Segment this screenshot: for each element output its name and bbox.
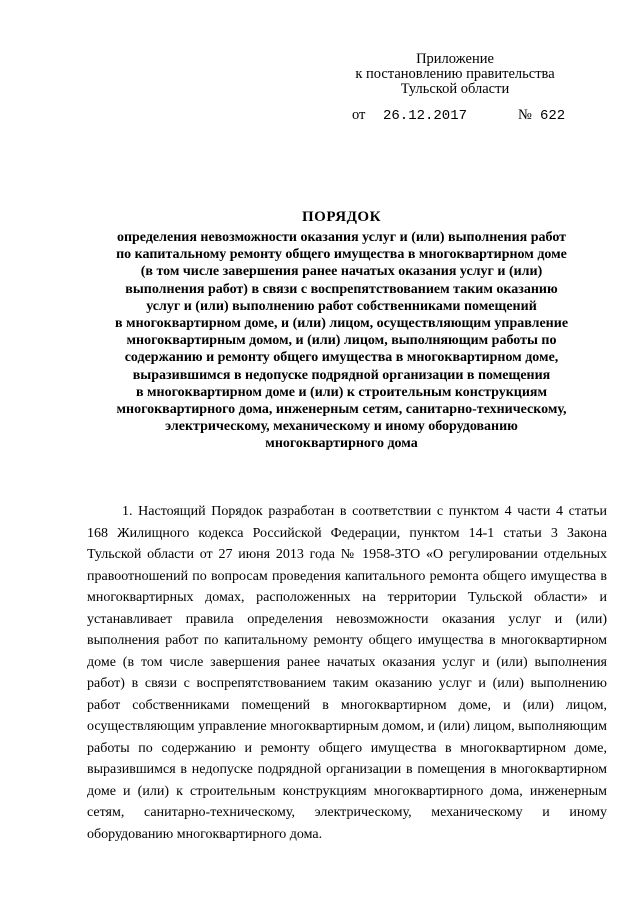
heading-line: определения невозможности оказания услуг и (или) выполнения работ [116, 230, 567, 245]
heading-line: содержанию и ремонту общего имущества в многоквартирном доме, [124, 350, 559, 366]
heading-line: по капитальному ремонту общего имущества в многоквартирном доме [116, 247, 567, 263]
date-prefix: от [352, 107, 366, 123]
appendix-region-line: Тульской области [400, 81, 510, 97]
resolution-number: 622 [540, 108, 566, 124]
heading-line: выполнения работ) в связи с воспрепятствованием таким оказанию [125, 281, 558, 297]
heading-line: услуг и (или) выполнению работ собственниками помещений [146, 298, 537, 314]
heading-line: в многоквартирном доме и (или) к строительным конструкциям [135, 384, 548, 400]
appendix-block [335, 52, 575, 97]
document-title: ПОРЯДОК [302, 209, 381, 225]
paragraph-1: 1. Настоящий Порядок разработан в соответствии с пунктом 4 части 4 статьи 168 Жилищного кодекса Российской Федерации, пунктом 14-1 статьи 3 Закона Тульской области от 27 июня 2013 года № 1958-ЗТО «О регулировании отдельных правоотношений по вопросам проведения капитального ремонта общего имущества в многоквартирных домах, расположенных на территории Тульской области» и устанавливает правила определения невозможности оказания услуг и (или) выполнения работ по капитальному ремонту общего имущества в многоквартирном доме (в том числе завершения ранее начатых оказания услуг и (или) выполнения работ) в связи с воспрепятствованием таким оказанию услуг и (или) выполнению работ собственниками помещений в многоквартирном доме, и (или) лицом, осуществляющим управление многоквартирным домом, и (или) лицом, выполняющим работы по содержанию и ремонту общего имущества в многоквартирном доме, выразившимся в недопуске подрядной организации в помещения в многоквартирном доме и (или) к строительным конструкциям многоквартирного дома, инженерным сетям, санитарно-техническому, электрическому, механическому и иному оборудованию многоквартирного дома. [87, 504, 607, 842]
heading-line: (в том числе завершения ранее начатых оказания услуг и (или) [140, 264, 543, 280]
document-heading [73, 229, 610, 453]
heading-line: в многоквартирном доме, и (или) лицом, осуществляющим управление [114, 316, 569, 332]
appendix-resolution-line: к постановлению правительства [355, 66, 555, 82]
heading-line: многоквартирного дома [265, 436, 418, 452]
appendix-label: Приложение [416, 51, 494, 67]
resolution-date: 26.12.2017 [383, 108, 468, 124]
appendix-date-number-row [352, 107, 582, 125]
heading-line: электрическому, механическому и иному оборудованию [165, 419, 518, 435]
number-sign: № [518, 107, 532, 123]
heading-line: многоквартирным домом, и (или) лицом, выполняющим работы по [126, 333, 557, 349]
heading-line: многоквартирного дома, инженерным сетям, санитарно-техническому, [116, 402, 567, 418]
heading-line: выразившимся в недопуске подрядной организации в помещения [132, 367, 551, 383]
